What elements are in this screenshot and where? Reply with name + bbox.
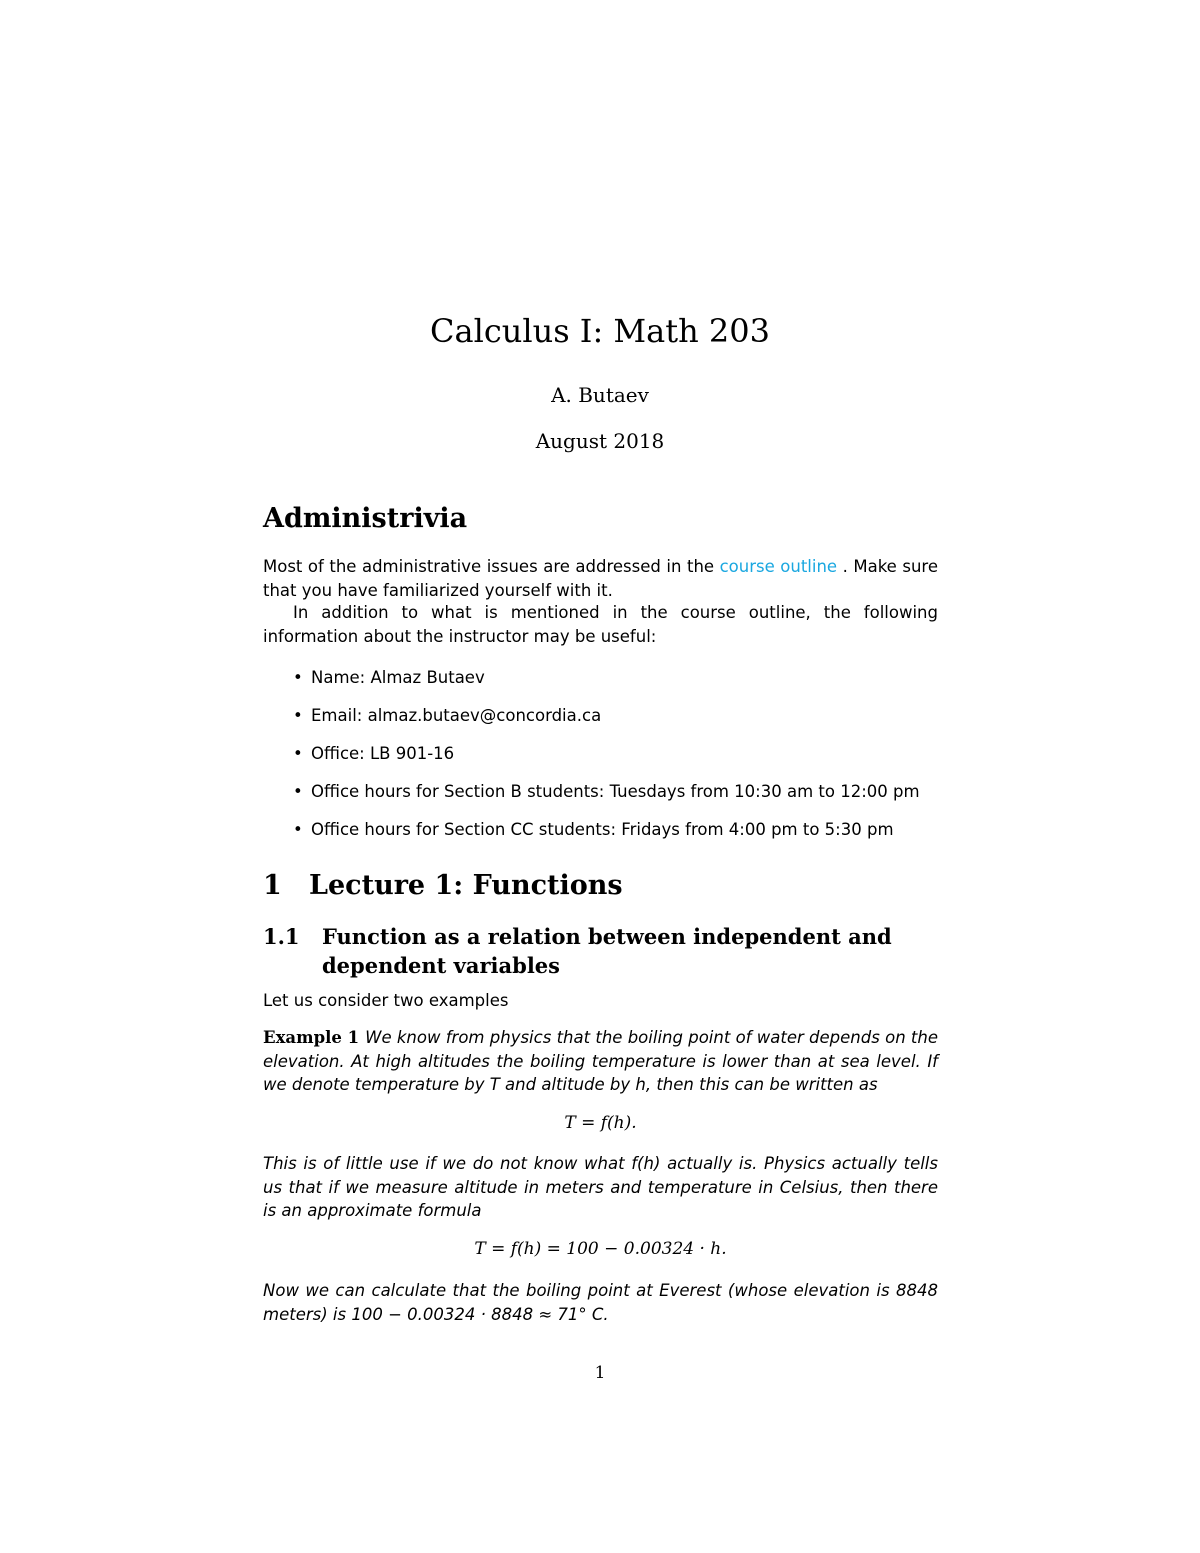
bullet-icon: • [293, 782, 303, 801]
list-item [293, 704, 953, 742]
admin-p1-before: Most of the administrative issues are addressed in the [263, 557, 720, 576]
page-number: 1 [594, 1363, 606, 1383]
list-item-office: Office: LB 901-16 [311, 744, 455, 763]
example-text: We know from physics that the boiling point of water depends on the elevation. At high altitudes the boiling temperature is lower than at sea level. If we denote temperature by T and altitude by h, then this can be written as [263, 1028, 938, 1094]
administrivia-heading: Administrivia [263, 503, 468, 534]
example-paragraph-2: This is of little use if we do not know what f(h) actually is. Physics actually tells us that if we measure altitude in meters and temperature in Celsius, then there is an approximate formula [263, 1154, 938, 1220]
list-item [293, 780, 953, 818]
section-number: 1 [263, 870, 282, 901]
admin-p1-after: . Make sure that you have familiarized yourself with it. [263, 557, 938, 600]
bullet-icon: • [293, 706, 303, 725]
document-date: August 2018 [535, 429, 665, 453]
bullet-icon: • [293, 668, 303, 687]
subsection-number: 1.1 [263, 924, 300, 949]
list-item [293, 818, 953, 856]
admin-paragraph-1 [263, 555, 938, 602]
list-item [293, 742, 953, 780]
equation-2: T = f(h) = 100 − 0.00324 · h. [474, 1239, 727, 1259]
example-paragraph-3: Now we can calculate that the boiling point at Everest (whose elevation is 8848 meters) is 100 − 0.00324 · 8848 ≈ 71° C. [263, 1281, 938, 1324]
instructor-info-list [293, 666, 953, 856]
document-author: A. Butaev [551, 383, 649, 407]
list-item-hours-cc: Office hours for Section CC students: Fridays from 4:00 pm to 5:30 pm [311, 820, 894, 839]
document-title: Calculus I: Math 203 [430, 312, 770, 350]
list-item-email: Email: almaz.butaev@concordia.ca [311, 706, 602, 725]
admin-paragraph-2: In addition to what is mentioned in the course outline, the following information about the instructor may be useful: [263, 603, 938, 646]
section-1-heading [263, 870, 938, 901]
equation-1: T = f(h). [564, 1113, 637, 1133]
list-item [293, 666, 953, 704]
subsection-1-1-heading [263, 922, 997, 980]
subsection-title: Function as a relation between independent and dependent variables [322, 924, 892, 978]
course-outline-link[interactable]: course outline [719, 557, 838, 576]
section-title: Lecture 1: Functions [309, 870, 623, 901]
bullet-icon: • [293, 820, 303, 839]
list-item-name: Name: Almaz Butaev [311, 668, 485, 687]
example-1 [263, 1026, 938, 1097]
example-label: Example 1 [263, 1028, 360, 1047]
intro-paragraph: Let us consider two examples [263, 991, 509, 1010]
list-item-hours-b: Office hours for Section B students: Tuesdays from 10:30 am to 12:00 pm [311, 782, 920, 801]
bullet-icon: • [293, 744, 303, 763]
